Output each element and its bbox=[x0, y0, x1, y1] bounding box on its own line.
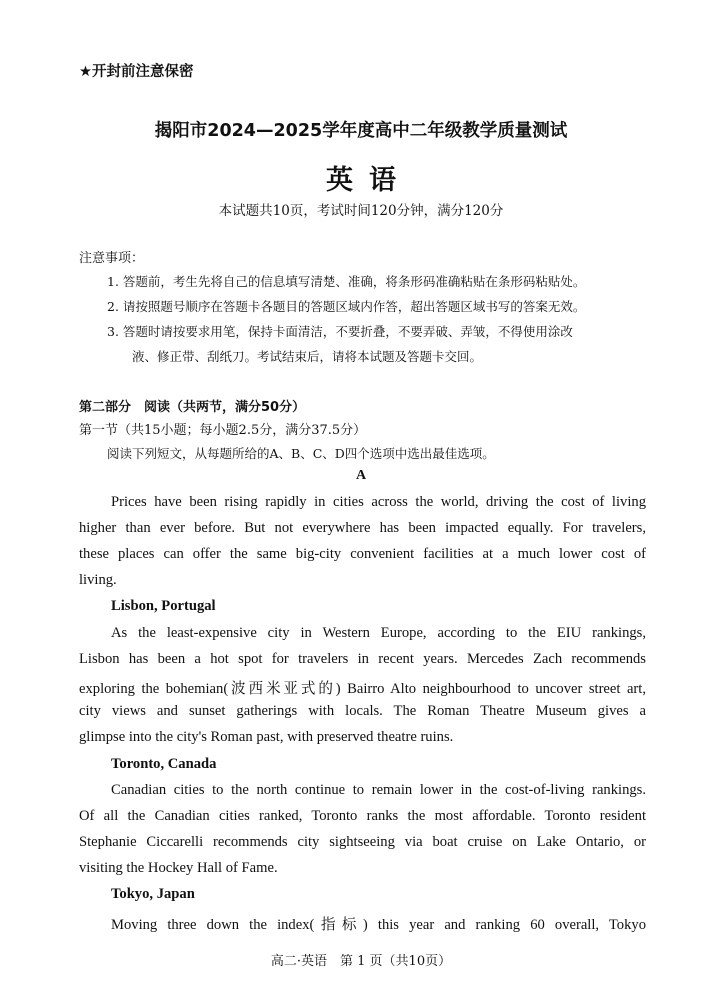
text-line: Lisbon has been a hot spot for travelers in recent years. Mercedes Zach recommends bbox=[79, 651, 646, 667]
passage-label: A bbox=[355, 468, 367, 483]
notice-item: 1. 答题前，考生先将自己的信息填写清楚、准确，将条形码准确粘贴在条形码粘贴处。 bbox=[107, 274, 586, 289]
text-line: these places can offer the same big-city convenient facilities at a much lower cost of bbox=[79, 546, 646, 562]
text-line: glimpse into the city's Roman past, with preserved theatre ruins. bbox=[79, 729, 454, 745]
text-line: living. bbox=[79, 572, 117, 588]
text-line: Of all the Canadian cities ranked, Toronto ranks the most affordable. Toronto resident bbox=[79, 808, 646, 824]
city-heading-lisbon: Lisbon, Portugal bbox=[111, 598, 216, 614]
text-line: As the least-expensive city in Western Europe, according to the EIU rankings, bbox=[111, 625, 646, 641]
notice-heading: 注意事项： bbox=[79, 251, 145, 266]
text-line: visiting the Hockey Hall of Fame. bbox=[79, 860, 278, 876]
city-heading-toronto: Toronto, Canada bbox=[111, 756, 217, 772]
confidential-notice: ★开封前注意保密 bbox=[79, 64, 194, 80]
page-footer: 高二·英语 第 1 页（共10页） bbox=[270, 954, 452, 969]
exam-title: 揭阳市2024—2025学年度高中二年级教学质量测试 bbox=[154, 121, 568, 141]
subject-title: 英语 bbox=[326, 165, 412, 196]
notice-item: 2. 请按照题号顺序在答题卡各题目的答题区域内作答，超出答题区域书写的答案无效。 bbox=[107, 299, 586, 314]
text-line: higher than ever before. But not everywhere has been impacted equally. For travelers, bbox=[79, 520, 646, 536]
city-heading-tokyo: Tokyo, Japan bbox=[111, 886, 195, 902]
text-line: Moving three down the index(指标) this year and ranking 60 overall, Tokyo bbox=[111, 917, 646, 933]
section-instruction: 阅读下列短文，从每题所给的A、B、C、D四个选项中选出最佳选项。 bbox=[107, 446, 495, 461]
notice-item-continued: 液、修正带、刮纸刀。考试结束后，请将本试题及答题卡交回。 bbox=[132, 349, 483, 364]
section-heading: 第一节（共15小题；每小题2.5分，满分37.5分） bbox=[79, 423, 367, 438]
text-line: Prices have been rising rapidly in cities across the world, driving the cost of living bbox=[111, 494, 646, 510]
notice-item: 3. 答题时请按要求用笔，保持卡面清洁，不要折叠，不要弄破、弄皱，不得使用涂改 bbox=[107, 324, 573, 339]
text-line: Canadian cities to the north continue to remain lower in the cost-of-living rankings. bbox=[111, 782, 646, 798]
text-line: city views and sunset gatherings with locals. The Roman Theatre Museum gives a bbox=[79, 703, 646, 719]
exam-info: 本试题共10页，考试时间120分钟，满分120分 bbox=[218, 203, 504, 219]
text-line: Stephanie Ciccarelli recommends city sightseeing via boat cruise on Lake Ontario, or bbox=[79, 834, 646, 850]
part-heading: 第二部分 阅读（共两节，满分50分） bbox=[79, 400, 306, 415]
text-line: exploring the bohemian(波西米亚式的) Bairro Alto neighbourhood to uncover street art, bbox=[79, 681, 646, 697]
